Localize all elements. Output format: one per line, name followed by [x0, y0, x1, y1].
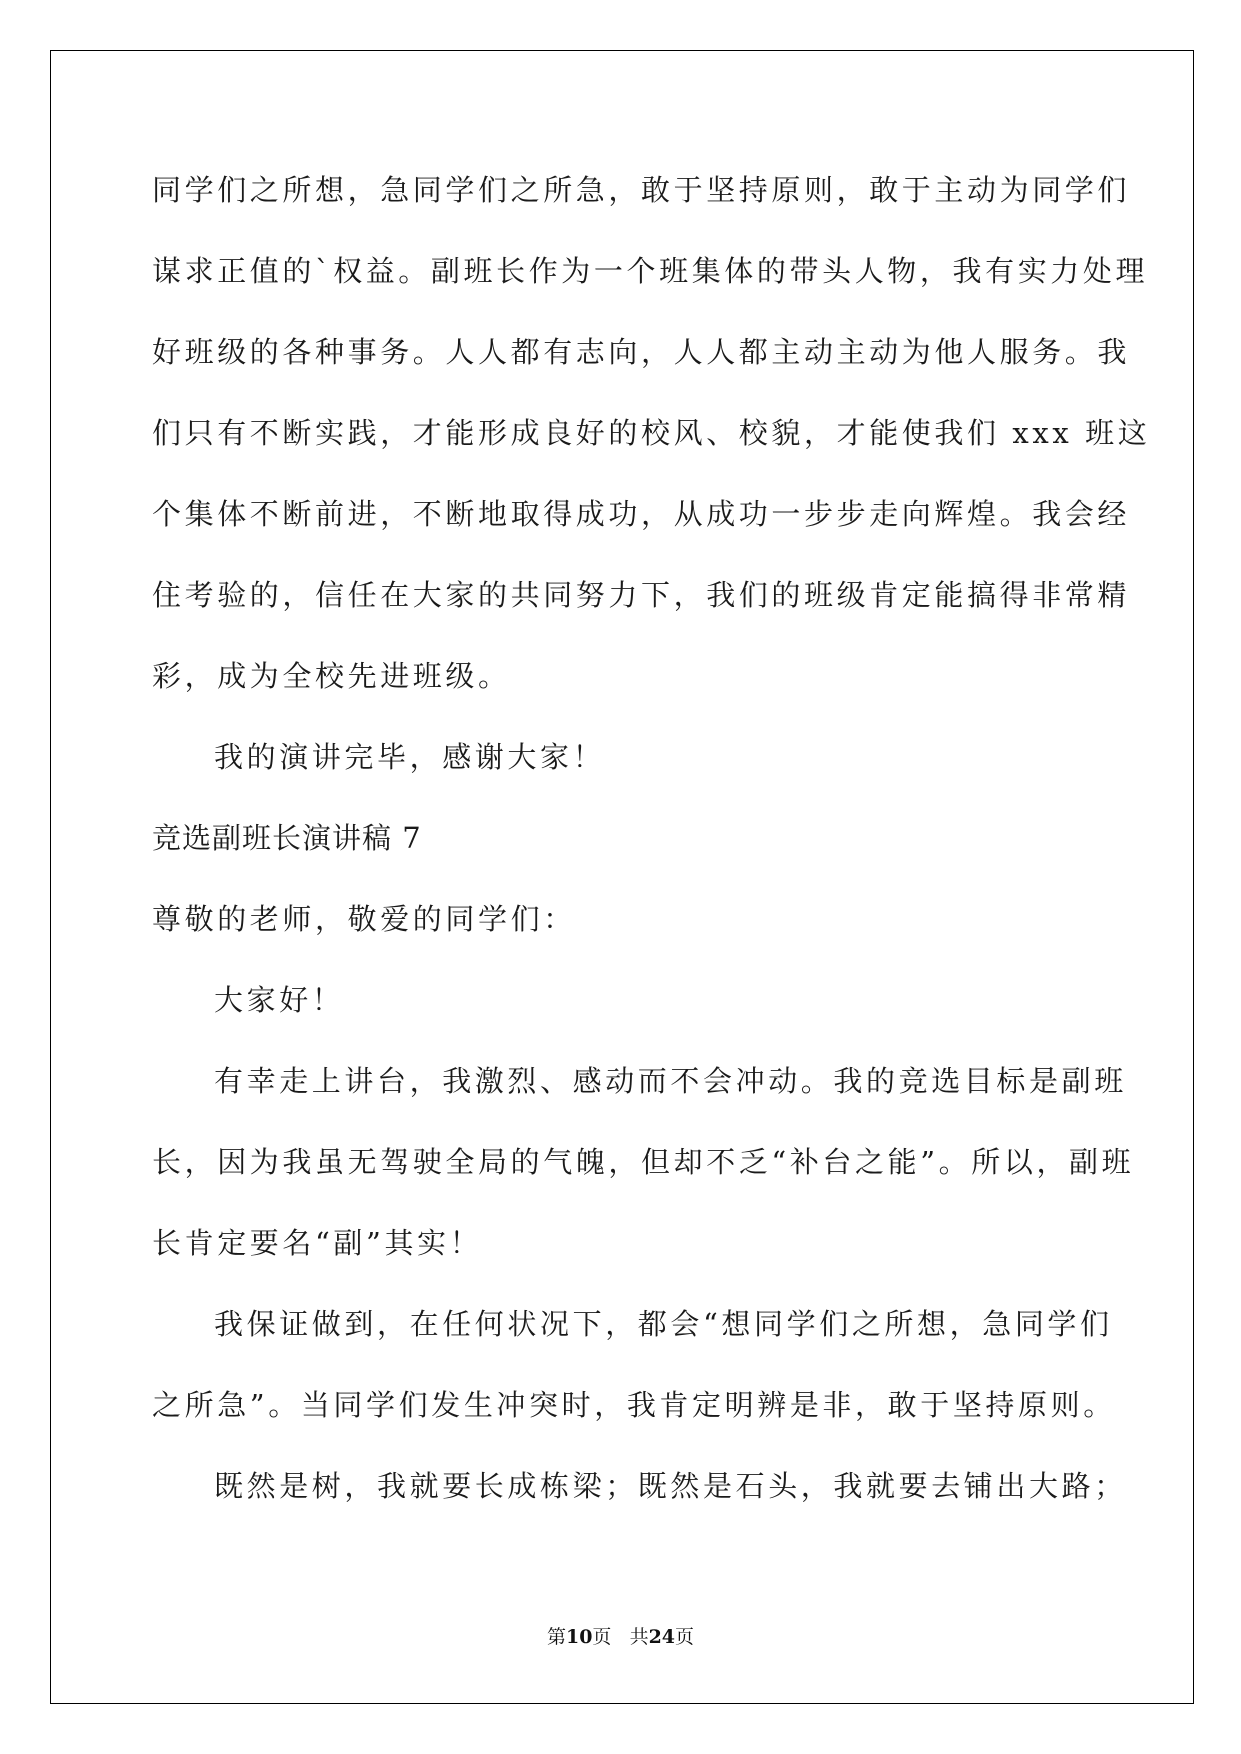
text-line: 长肯定要名“副”其实！	[152, 1226, 483, 1260]
text-line: 我保证做到，在任何状况下，都会“想同学们之所想，急同学们	[214, 1307, 1113, 1341]
text-line: 们只有不断实践，才能形成良好的校风、校貌，才能使我们 xxx 班这	[152, 416, 1151, 450]
text-line: 彩，成为全校先进班级。	[152, 659, 511, 693]
text-line: 我的演讲完毕，感谢大家！	[214, 740, 606, 774]
footer-total-prefix: 共	[629, 1626, 649, 1648]
text-line: 长，因为我虽无驾驶全局的气魄，但却不乏“补台之能”。所以，副班	[152, 1145, 1135, 1179]
footer-total-suffix: 页	[675, 1626, 695, 1648]
footer-total-number: 24	[648, 1626, 676, 1648]
greeting: 大家好！	[214, 983, 345, 1017]
salutation: 尊敬的老师，敬爱的同学们：	[152, 902, 576, 936]
footer-page-prefix: 第	[546, 1626, 566, 1648]
footer-page-suffix: 页	[592, 1626, 612, 1648]
page-border	[50, 50, 1194, 1704]
page-footer	[0, 1622, 1241, 1649]
footer-page-number: 10	[565, 1626, 593, 1648]
text-line: 好班级的各种事务。人人都有志向，人人都主动主动为他人服务。我	[152, 335, 1131, 369]
text-line: 谋求正值的`权益。副班长作为一个班集体的带头人物，我有实力处理	[152, 254, 1149, 288]
text-line: 之所急”。当同学们发生冲突时，我肯定明辨是非，敢于坚持原则。	[152, 1388, 1116, 1422]
text-line: 住考验的，信任在大家的共同努力下，我们的班级肯定能搞得非常精	[152, 578, 1131, 612]
text-line: 同学们之所想，急同学们之所急，敢于坚持原则，敢于主动为同学们	[152, 173, 1131, 207]
text-line: 既然是树，我就要长成栋梁；既然是石头，我就要去铺出大路；	[214, 1469, 1127, 1503]
text-line: 个集体不断前进，不断地取得成功，从成功一步步走向辉煌。我会经	[152, 497, 1131, 531]
text-line: 有幸走上讲台，我激烈、感动而不会冲动。我的竞选目标是副班	[214, 1064, 1127, 1098]
section-heading: 竞选副班长演讲稿 7	[152, 821, 422, 855]
